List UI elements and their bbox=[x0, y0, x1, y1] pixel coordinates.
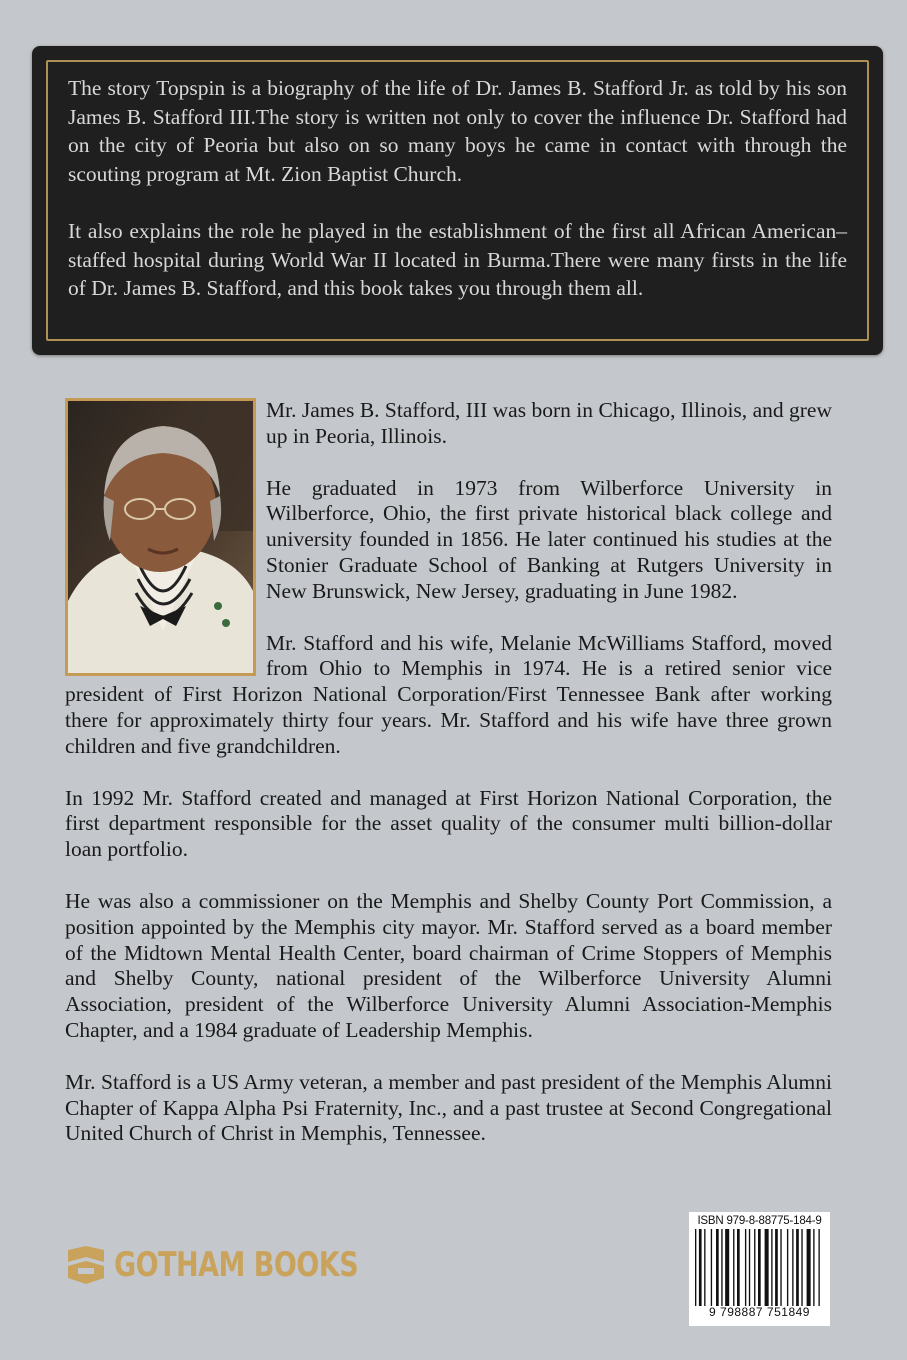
synopsis-frame bbox=[46, 60, 869, 341]
barcode-bar bbox=[771, 1229, 772, 1306]
bio-paragraph: Mr. James B. Stafford, III was born in Chicago, Illinois, and grew up in Peoria, Illinois. bbox=[266, 398, 832, 448]
barcode-bar bbox=[765, 1229, 769, 1306]
bio-paragraph: Mr. Stafford and his wife, Melanie McWilliams Stafford, moved from Ohio to Memphis in 1974. He is a retired senior vice president of First Horizon National Corporation/First Tennessee Bank after working there for approximately thirty four years. Mr. Stafford and his wife have three grown children and five grandchildren. bbox=[65, 630, 832, 758]
barcode-bar bbox=[754, 1229, 755, 1306]
isbn-barcode bbox=[689, 1212, 830, 1326]
barcode-bars bbox=[693, 1229, 826, 1306]
barcode-bar bbox=[725, 1229, 729, 1306]
barcode-digits: 9 798887 751849 bbox=[709, 1305, 810, 1319]
publisher-logo bbox=[66, 1244, 358, 1286]
barcode-bar bbox=[801, 1229, 802, 1306]
bio-paragraph: He was also a commissioner on the Memphis and Shelby County Port Commission, a position appointed by the Memphis city mayor. Mr. Stafford served as a board member of the Midtown Mental Health Center, board chairman of Crime Stoppers of Memphis and Shelby County, national president of the Wilberforce University Alumni Association, president of the Wilberforce University Alumni Association-Memphis Chapter, and a 1984 graduate of Leadership Memphis. bbox=[65, 888, 832, 1042]
barcode-bar bbox=[758, 1229, 761, 1306]
barcode-bar bbox=[695, 1229, 696, 1306]
barcode-bar bbox=[787, 1229, 788, 1306]
synopsis-panel bbox=[32, 46, 883, 355]
barcode-bar bbox=[792, 1229, 793, 1306]
author-bio bbox=[65, 398, 832, 1147]
barcode-bar bbox=[818, 1229, 819, 1306]
barcode-bar bbox=[699, 1229, 702, 1306]
barcode-bar bbox=[780, 1229, 781, 1306]
barcode-bar bbox=[807, 1229, 811, 1306]
barcode-bar bbox=[813, 1229, 814, 1306]
barcode-bar bbox=[721, 1229, 722, 1306]
author-portrait-image bbox=[68, 401, 253, 673]
barcode-bar bbox=[704, 1229, 705, 1306]
barcode-bar bbox=[733, 1229, 734, 1306]
barcode-bar bbox=[716, 1229, 719, 1306]
synopsis-paragraph: It also explains the role he played in the establishment of the first all African American–staffed hospital during World War II located in Burma.There were many firsts in the life of Dr. James B. Stafford, and this book takes you through them all. bbox=[68, 219, 847, 300]
barcode-bar bbox=[745, 1229, 746, 1306]
publisher-name: GOTHAM BOOKS bbox=[114, 1245, 359, 1285]
gotham-books-mark-icon bbox=[66, 1246, 106, 1284]
barcode-bar bbox=[737, 1229, 740, 1306]
barcode-bar bbox=[711, 1229, 712, 1306]
author-photo bbox=[65, 398, 256, 676]
bio-paragraph: In 1992 Mr. Stafford created and managed at First Horizon National Corporation, the first department responsible for the asset quality of the consumer multi billion-dollar loan portfolio. bbox=[65, 785, 832, 862]
bio-paragraph: Mr. Stafford is a US Army veteran, a member and past president of the Memphis Alumni Chapter of Kappa Alpha Psi Fraternity, Inc., and a past trustee at Second Congregational United Church of Christ in Memphis, Tennessee. bbox=[65, 1069, 832, 1146]
barcode-bar bbox=[749, 1229, 750, 1306]
synopsis-paragraph: The story Topspin is a biography of the life of Dr. James B. Stafford Jr. as told by his son James B. Stafford III.The story is written not only to cover the influence Dr. Stafford had on the city of Peoria but also on so many boys he came in contact with through the scouting program at Mt. Zion Baptist Church. bbox=[68, 76, 847, 186]
barcode-bar bbox=[775, 1229, 778, 1306]
isbn-label: ISBN 979-8-88775-184-9 bbox=[697, 1215, 822, 1227]
barcode-bar bbox=[796, 1229, 799, 1306]
bio-paragraph: He graduated in 1973 from Wilberforce University in Wilberforce, Ohio, the first private historical black college and university founded in 1856. He later continued his studies at the Stonier Graduate School of Banking at Rutgers University in New Brunswick, New Jersey, graduating in June 1982. bbox=[266, 475, 832, 603]
